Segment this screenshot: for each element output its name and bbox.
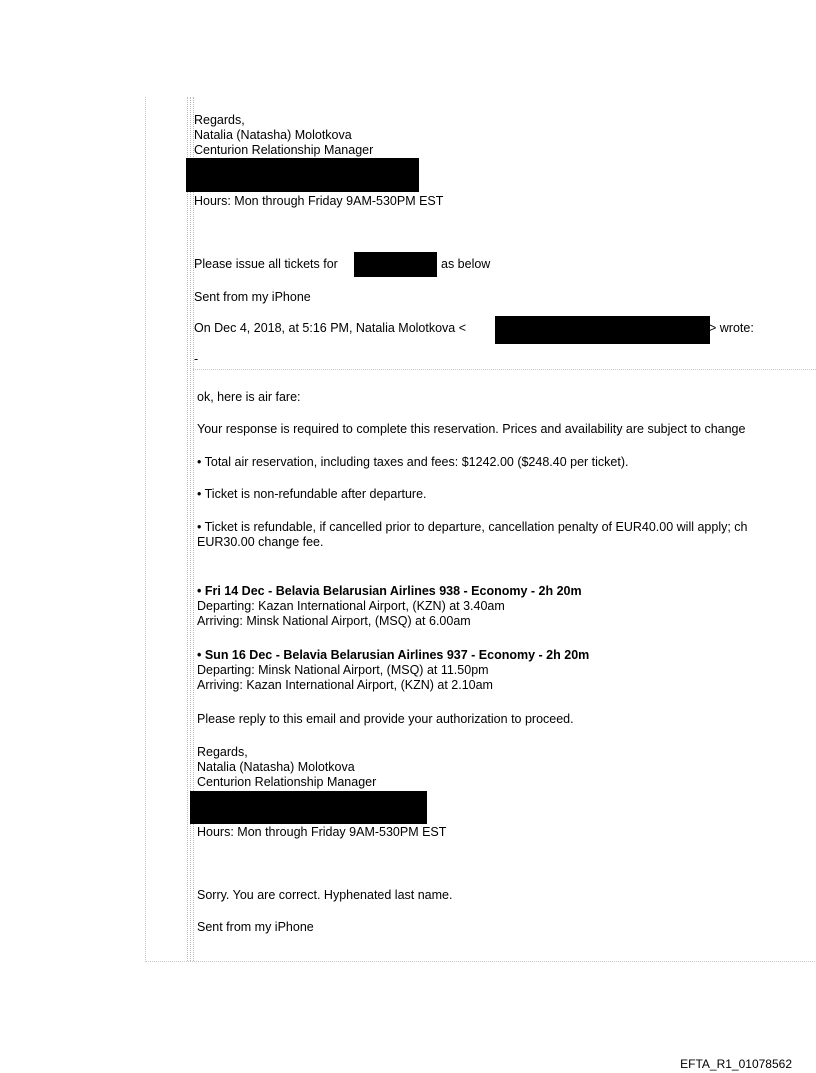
flight-arriving: Arriving: Kazan International Airport, (KZN) at 2.10am [197,678,493,692]
quote-bar [193,97,194,961]
redaction-block [186,158,419,192]
quote-bar [187,97,188,961]
sent-from-line: Sent from my iPhone [197,920,314,934]
bullet-nonrefundable: • Ticket is non-refundable after departure. [197,487,427,501]
redaction-block [495,316,710,344]
signature-name: Natalia (Natasha) Molotkova [194,128,352,142]
quote-dash: - [194,352,199,366]
flight-departing: Departing: Minsk National Airport, (MSQ) at 11.50pm [197,663,489,677]
quote-bar [190,97,191,961]
bullet-total: • Total air reservation, including taxes and fees: $1242.00 ($248.40 per ticket). [197,455,629,469]
signature-hours: Hours: Mon through Friday 9AM-530PM EST [197,825,447,839]
request-text-prefix: Please issue all tickets for [194,257,338,271]
reply-request: Please reply to this email and provide your authorization to proceed. [197,712,574,726]
flight-heading: • Sun 16 Dec - Belavia Belarusian Airlines 937 - Economy - 2h 20m [197,648,590,662]
signature-title: Centurion Relationship Manager [197,775,377,789]
quote-header-suffix: > wrote: [709,321,754,335]
signature-hours: Hours: Mon through Friday 9AM-530PM EST [194,194,444,208]
quote-separator [193,369,816,370]
redaction-block [190,791,427,824]
signature-title: Centurion Relationship Manager [194,143,374,157]
flight-departing: Departing: Kazan International Airport, (KZN) at 3.40am [197,599,505,613]
redaction-block [354,252,437,277]
bullet-refundable-cont: EUR30.00 change fee. [197,535,324,549]
quote-header-prefix: On Dec 4, 2018, at 5:16 PM, Natalia Molotkova < [194,321,467,335]
signature-name: Natalia (Natasha) Molotkova [197,760,355,774]
document-id: EFTA_R1_01078562 [680,1057,792,1071]
flight-heading: • Fri 14 Dec - Belavia Belarusian Airlines 938 - Economy - 2h 20m [197,584,582,598]
signature-regards: Regards, [194,113,245,127]
flight-arriving: Arriving: Minsk National Airport, (MSQ) at 6.00am [197,614,471,628]
quoted-notice: Your response is required to complete this reservation. Prices and availability are subject to change [197,422,746,436]
request-text-suffix: as below [441,257,491,271]
sent-from-line: Sent from my iPhone [194,290,311,304]
bullet-refundable: • Ticket is refundable, if cancelled prior to departure, cancellation penalty of EUR40.00 will apply; ch [197,520,748,534]
closing-apology: Sorry. You are correct. Hyphenated last name. [197,888,453,902]
signature-regards: Regards, [197,745,248,759]
quoted-intro: ok, here is air fare: [197,390,301,404]
